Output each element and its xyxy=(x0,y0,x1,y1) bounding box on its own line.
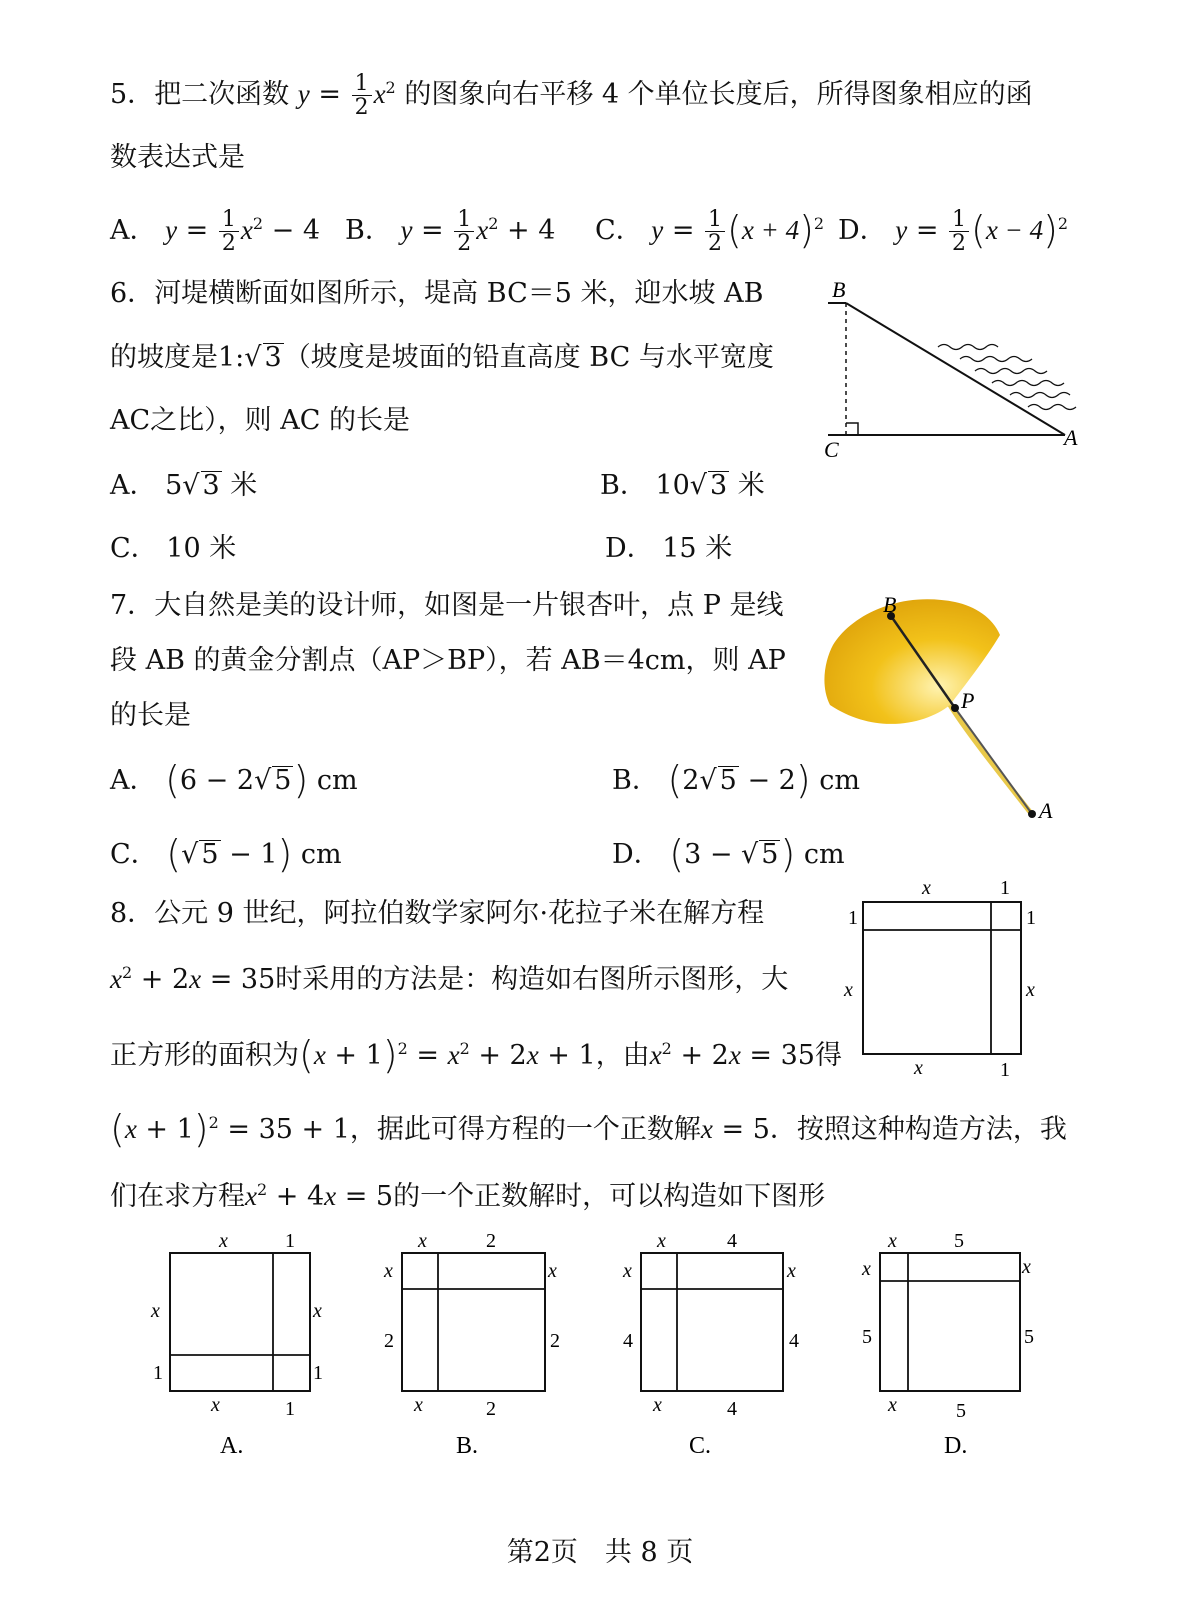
q8-stem-line5: 们在求方程$x^2 + 4x = 5$的一个正数解时，可以构造如下图形 xyxy=(110,1180,826,1212)
svg-text:x: x xyxy=(384,1260,393,1282)
svg-text:1: 1 xyxy=(313,1362,323,1384)
svg-text:x: x xyxy=(888,1230,897,1252)
q8-stem-line4: $(x + 1)^2 = 35 + 1$，据此可得方程的一个正数解x = 5．按照这种构造方法，我 xyxy=(110,1107,1067,1151)
q8-choice-d-figure[interactable] xyxy=(858,1225,1058,1475)
svg-text:x: x xyxy=(211,1394,220,1416)
svg-text:x: x xyxy=(414,1394,423,1416)
q8-choice-d-label: D. xyxy=(944,1433,968,1459)
q8-choice-b-figure[interactable] xyxy=(380,1225,580,1475)
q6-option-a[interactable]: A． 5√ 3 米 xyxy=(110,470,258,501)
q5-option-d[interactable]: D． y = $\frac{1}{2}$ $(x - 4)^2$ xyxy=(838,207,1069,257)
svg-text:1: 1 xyxy=(1026,907,1036,929)
q6-label-a: A xyxy=(1064,425,1078,450)
page-footer: 第2页 共 8 页 xyxy=(506,1537,694,1568)
svg-text:2: 2 xyxy=(550,1330,560,1352)
svg-text:x: x xyxy=(844,979,853,1001)
q8-choice-c-label: C. xyxy=(689,1433,712,1459)
svg-text:2: 2 xyxy=(486,1398,496,1420)
svg-text:1: 1 xyxy=(1000,1059,1010,1081)
q6-stem-line2: 的坡度是1:√ 3（坡度是坡面的铅直高度 BC 与水平宽度 xyxy=(110,342,774,373)
svg-text:5: 5 xyxy=(862,1326,872,1348)
svg-text:x: x xyxy=(219,1230,228,1252)
q7-label-a: A xyxy=(1039,798,1053,823)
q8-stem-line2: $x^2 + 2x = 35$时采用的方法是：构造如右图所示图形，大 xyxy=(110,963,789,995)
svg-text:x: x xyxy=(787,1260,796,1282)
q8-choice-a-label: A. xyxy=(220,1433,244,1459)
q5-stem-line1: 5．把二次函数 y = $\frac{1}{2}$ $x^2$ 的图象向右平移 4 个单位长度后，所得图象相应的函 xyxy=(110,71,1033,121)
svg-text:5: 5 xyxy=(954,1230,964,1252)
q7-option-c[interactable]: C． (√ 5 − 1) cm xyxy=(110,832,342,876)
svg-text:x: x xyxy=(922,877,931,899)
q8-stem-line3: 正方形的面积为$(x + 1)^2 = x^2 + 2x + 1$，由$x^2 + 2x = 35$得 xyxy=(110,1033,842,1077)
svg-text:1: 1 xyxy=(1000,877,1010,899)
svg-text:4: 4 xyxy=(789,1330,799,1352)
svg-text:2: 2 xyxy=(486,1230,496,1252)
svg-text:2: 2 xyxy=(384,1330,394,1352)
q7-stem-line1: 7．大自然是美的设计师，如图是一片银杏叶，点 P 是线 xyxy=(110,590,784,621)
q5-option-a[interactable]: A． y = $\frac{1}{2}$ $x^2 - 4$ xyxy=(110,207,321,257)
q8-choice-b-label: B. xyxy=(456,1433,479,1459)
q6-option-c[interactable]: C． 10 米 xyxy=(110,533,237,564)
svg-text:x: x xyxy=(151,1300,160,1322)
svg-text:x: x xyxy=(653,1394,662,1416)
svg-text:1: 1 xyxy=(848,907,858,929)
svg-text:5: 5 xyxy=(956,1400,966,1422)
q7-option-b[interactable]: B． (2√ 5 − 2) cm xyxy=(612,758,860,802)
q8-reference-figure xyxy=(838,872,1048,1082)
q8-choice-c-figure[interactable] xyxy=(617,1225,817,1475)
svg-text:x: x xyxy=(623,1260,632,1282)
q6-stem-line1: 6．河堤横断面如图所示，堤高 BC＝5 米，迎水坡 AB xyxy=(110,278,764,309)
svg-text:x: x xyxy=(657,1230,666,1252)
q6-label-c: C xyxy=(824,437,839,462)
q8-choice-a-figure[interactable] xyxy=(145,1225,345,1475)
q7-stem-line3: 的长是 xyxy=(110,700,191,731)
q7-stem-line2: 段 AB 的黄金分割点（AP＞BP），若 AB＝4cm，则 AP xyxy=(110,645,786,676)
q7-option-a[interactable]: A． (6 − 2√ 5) cm xyxy=(110,758,358,802)
svg-text:x: x xyxy=(914,1057,923,1079)
q6-option-d[interactable]: D． 15 米 xyxy=(605,533,733,564)
svg-text:1: 1 xyxy=(285,1398,295,1420)
q5-option-c[interactable]: C． y = $\frac{1}{2}$ $(x + 4)^2$ xyxy=(595,207,825,257)
q7-ginkgo-leaf-figure xyxy=(815,590,1075,840)
svg-text:x: x xyxy=(888,1394,897,1416)
svg-text:1: 1 xyxy=(153,1362,163,1384)
svg-text:1: 1 xyxy=(285,1230,295,1252)
q6-stem-line3: AC之比），则 AC 的长是 xyxy=(110,405,410,436)
svg-text:x: x xyxy=(862,1258,871,1280)
q7-option-d[interactable]: D． (3 − √ 5) cm xyxy=(612,832,845,876)
svg-text:x: x xyxy=(1026,979,1035,1001)
q7-label-p: P xyxy=(961,688,975,713)
svg-text:x: x xyxy=(418,1230,427,1252)
svg-text:x: x xyxy=(313,1300,322,1322)
q8-stem-line1: 8．公元 9 世纪，阿拉伯数学家阿尔·花拉子米在解方程 xyxy=(110,898,765,929)
q5-stem-line2: 数表达式是 xyxy=(110,142,245,173)
q6-label-b: B xyxy=(832,277,846,302)
svg-text:4: 4 xyxy=(727,1230,737,1252)
q6-option-b[interactable]: B． 10√ 3 米 xyxy=(600,470,765,501)
svg-text:5: 5 xyxy=(1024,1326,1034,1348)
svg-text:4: 4 xyxy=(727,1398,737,1420)
svg-text:4: 4 xyxy=(623,1330,633,1352)
q6-embankment-figure xyxy=(810,275,1090,465)
q5-option-b[interactable]: B． y = $\frac{1}{2}$ $x^2 + 4$ xyxy=(345,207,556,257)
svg-text:x: x xyxy=(548,1260,557,1282)
svg-text:x: x xyxy=(1022,1256,1031,1278)
q7-label-b: B xyxy=(883,592,897,617)
